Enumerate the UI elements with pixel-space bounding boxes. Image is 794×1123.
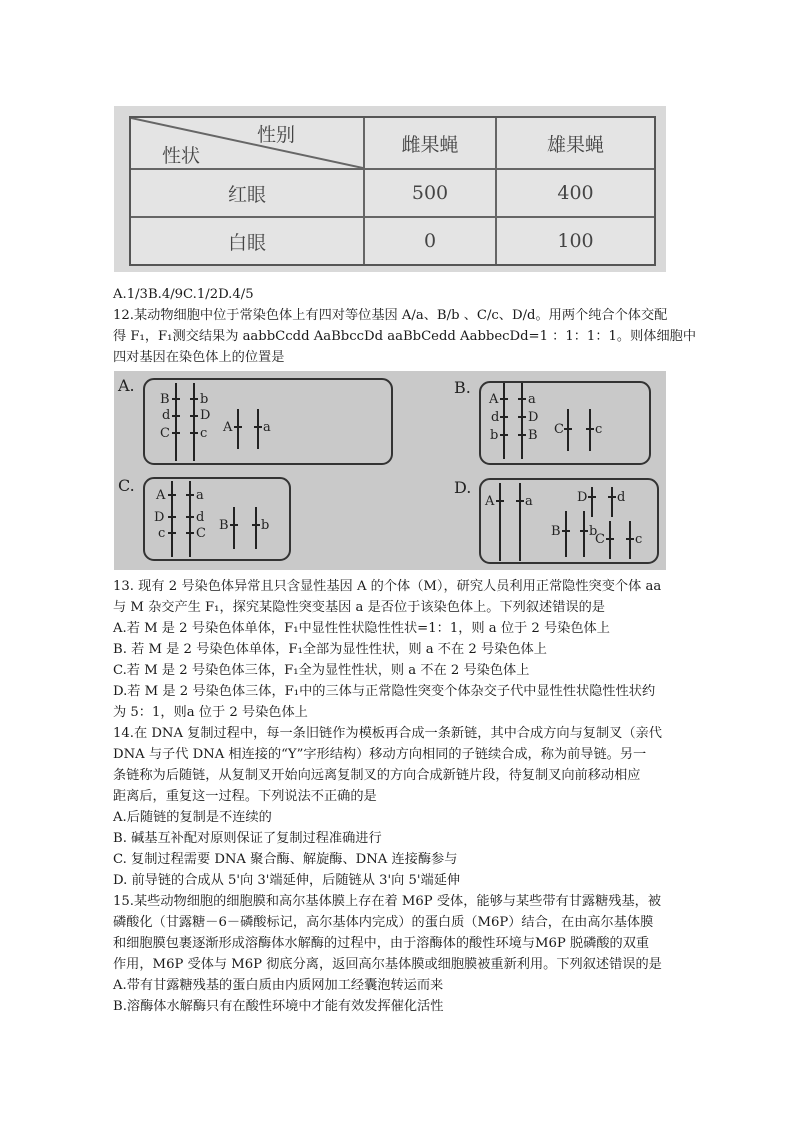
q13-line2: 与 M 杂交产生 F₁，探究某隐性突变基因 a 是否位于该染色体上。下列叙述错误的是 <box>113 600 605 615</box>
q14-line4: 距离后，重复这一过程。下列说法不正确的是 <box>113 789 377 804</box>
gene: C <box>595 532 605 547</box>
gene: d <box>491 410 500 425</box>
q15-line3: 和细胞膜包裹逐渐形成溶酶体水解酶的过程中，由于溶酶体的酸性环境与M6P 脱磷酸的双重 <box>113 936 650 951</box>
gene: c <box>595 422 603 437</box>
gene: b <box>490 428 499 443</box>
gene: A <box>489 392 499 407</box>
gene: a <box>528 392 536 407</box>
data-table <box>129 116 656 266</box>
header-trait: 性状 <box>161 144 200 167</box>
gene: b <box>589 524 598 539</box>
gene: c <box>635 532 643 547</box>
gene: d <box>617 490 626 505</box>
q14-option-d: D. 前导链的合成从 5'向 3'端延伸，后随链从 3'向 5'端延伸 <box>113 873 461 888</box>
gene: b <box>261 518 270 533</box>
row-red-eye-male: 400 <box>557 182 594 204</box>
gene: D <box>200 408 211 423</box>
q13-option-c: C.若 M 是 2 号染色体三体，F₁全为显性性状，则 a 不在 2 号染色体上 <box>113 663 530 678</box>
q13-option-a: A.若 M 是 2 号染色体单体，F₁中显性性状隐性性状=1：1，则 a 位于 2 号染色体上 <box>113 621 610 636</box>
panel-b <box>454 378 650 464</box>
gene: d <box>196 510 205 525</box>
gene: c <box>200 426 208 441</box>
q14-line3: 条链称为后随链，从复制叉开始向远离复制叉的方向合成新链片段，待复制叉向前移动相应 <box>113 768 641 783</box>
q15-option-b: B.溶酶体水解酶只有在酸性环境中才能有效发挥催化活性 <box>113 999 444 1014</box>
q13-option-d-line2: 为 5：1，则a 位于 2 号染色体上 <box>113 705 308 720</box>
row-red-eye-female: 500 <box>411 182 449 204</box>
q15-line1: 15.某些动物细胞的细胞膜和高尔基体膜上存在着 M6P 受体，能够与某些带有甘露糖残基，被 <box>113 894 662 909</box>
gene: D <box>154 510 165 525</box>
panel-c-label: C. <box>118 476 135 495</box>
gene: D <box>528 410 539 425</box>
q15-line2: 磷酸化（甘露糖－6－磷酸标记，高尔基体内完成）的蛋白质（M6P）结合，在由高尔基体膜 <box>113 915 654 930</box>
gene: d <box>162 408 171 423</box>
gene: a <box>263 420 271 435</box>
gene: C <box>554 422 564 437</box>
gene: B <box>551 524 561 539</box>
gene: C <box>196 526 206 541</box>
gene: a <box>196 488 204 503</box>
q12-line1: 12.某动物细胞中位于常染色体上有四对等位基因 A/a、B/b 、C/c、D/d。用两个纯合个体交配 <box>113 308 668 323</box>
row-white-eye-male: 100 <box>557 230 594 252</box>
gene: c <box>158 526 166 541</box>
panel-c <box>118 476 290 560</box>
q14-option-c: C. 复制过程需要 DNA 聚合酶、解旋酶、DNA 连接酶参与 <box>113 852 458 867</box>
gene: C <box>160 426 170 441</box>
header-male: 雄果蝇 <box>546 133 604 156</box>
gene: b <box>200 392 209 407</box>
q15-option-a: A.带有甘露糖残基的蛋白质由内质网加工经囊泡转运而来 <box>113 978 444 993</box>
panel-a <box>117 376 392 464</box>
gene: A <box>223 420 233 435</box>
header-gender: 性别 <box>256 123 295 146</box>
gene: A <box>485 494 495 509</box>
panel-d <box>454 478 658 563</box>
data-table-image <box>114 106 666 272</box>
gene: B <box>219 518 229 533</box>
gene: B <box>528 428 538 443</box>
gene: D <box>577 490 588 505</box>
q14-option-b: B. 碱基互补配对原则保证了复制过程准确进行 <box>113 831 382 846</box>
q13-line1: 13. 现有 2 号染色体异常且只含显性基因 A 的个体（M），研究人员利用正常隐性突变个体 aa <box>113 579 662 594</box>
gene: A <box>156 488 166 503</box>
header-female: 雌果蝇 <box>401 133 459 156</box>
q11-options: A.1/3B.4/9C.1/2D.4/5 <box>113 287 254 302</box>
q12-line2: 得 F₁，F₁测交结果为 aabbCcdd AaBbccDd aaBbCedd AabbecDd=1 ：1：1：1。则体细胞中 <box>113 329 697 344</box>
q15-line4: 作用，M6P 受体与 M6P 彻底分离，返回高尔基体膜或细胞膜被重新利用。下列叙述错误的是 <box>113 957 662 972</box>
q14-option-a: A.后随链的复制是不连续的 <box>113 810 272 825</box>
q14-line2: DNA 与子代 DNA 相连接的“Y”字形结构）移动方向相同的子链续合成，称为前导链。另一 <box>113 747 647 762</box>
row-white-eye-label: 白眼 <box>227 231 266 254</box>
panel-d-label: D. <box>454 478 472 497</box>
q12-line3: 四对基因在染色体上的位置是 <box>113 350 285 365</box>
panel-b-label: B. <box>454 378 471 397</box>
row-red-eye-label: 红眼 <box>227 183 266 206</box>
q13-option-b: B. 若 M 是 2 号染色体单体，F₁全部为显性性状，则 a 不在 2 号染色体上 <box>113 642 547 657</box>
panel-a-label: A. <box>118 376 135 395</box>
row-white-eye-female: 0 <box>423 230 437 252</box>
q13-option-d-line1: D.若 M 是 2 号染色体三体，F₁中的三体与正常隐性突变个体杂交子代中显性性状隐性性状约 <box>113 684 656 699</box>
gene: a <box>525 494 533 509</box>
q14-line1: 14.在 DNA 复制过程中，每一条旧链作为模板再合成一条新链，其中合成方向与复制叉（亲代 <box>113 726 662 741</box>
gene: B <box>160 392 170 407</box>
chromosome-figure <box>114 371 666 570</box>
